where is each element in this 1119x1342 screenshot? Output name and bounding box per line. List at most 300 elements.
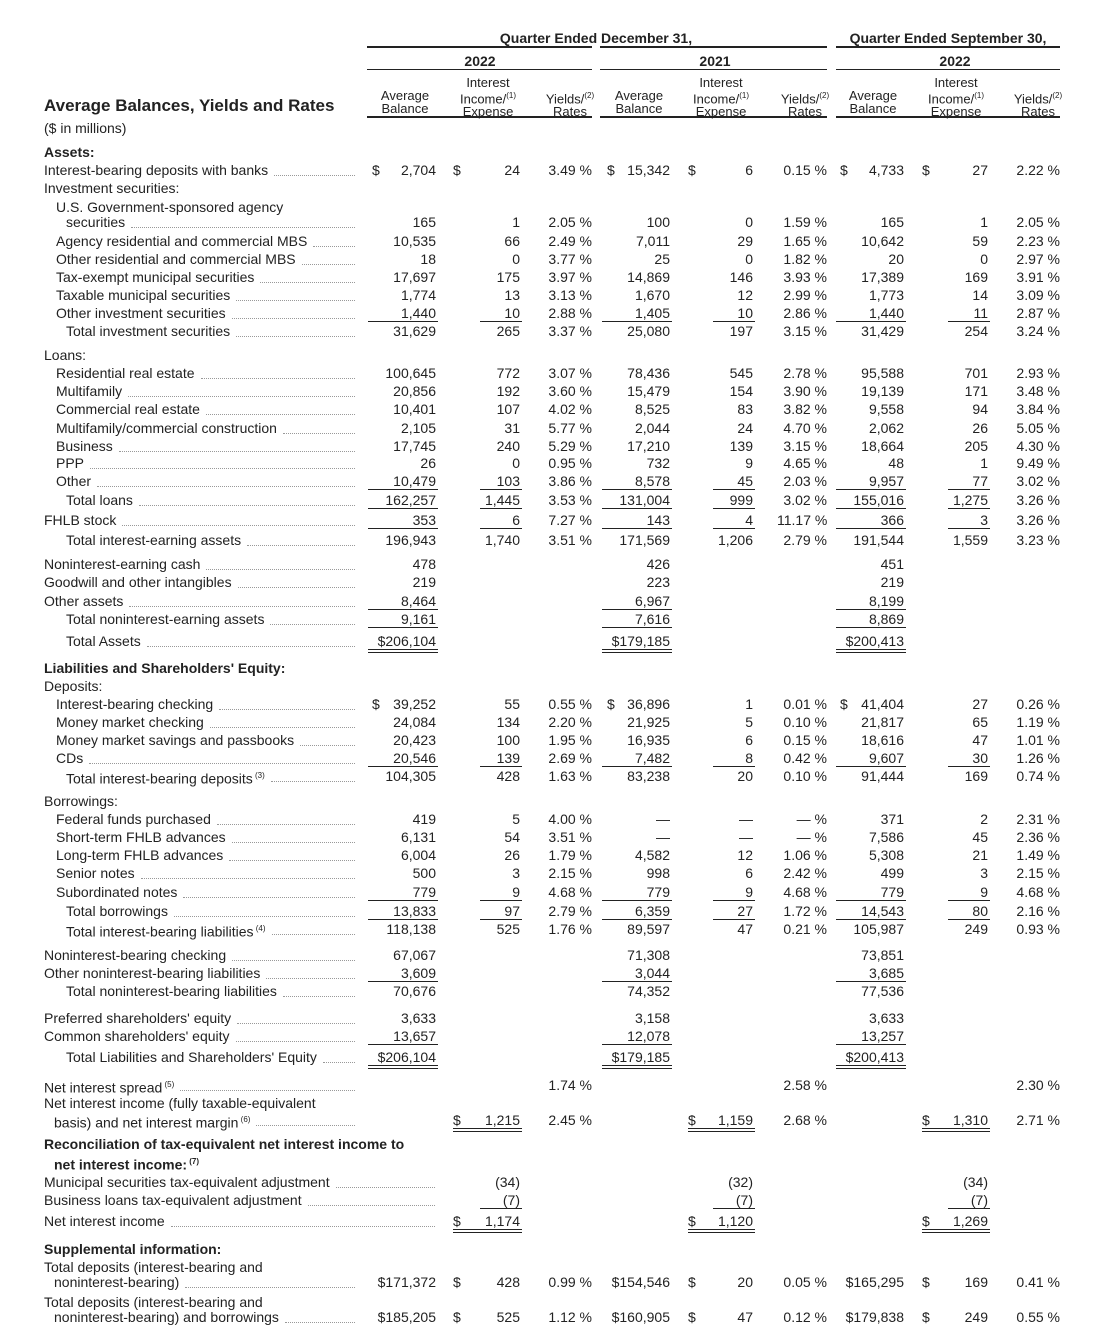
period-rule bbox=[600, 46, 827, 48]
dollar-sign: $ bbox=[840, 162, 848, 178]
cell-value: 265 bbox=[496, 323, 520, 339]
cell-value: 10 bbox=[504, 305, 520, 321]
cell-value: 7,586 bbox=[868, 829, 904, 845]
cell-value: $171,372 bbox=[377, 1274, 436, 1290]
cell-value: 9 bbox=[745, 884, 753, 900]
cell-value: 0.74 % bbox=[1016, 768, 1060, 784]
underline bbox=[368, 528, 438, 529]
cell-value: 0.95 % bbox=[548, 455, 592, 471]
cell-value: 3,633 bbox=[400, 1010, 436, 1026]
cell-value: 2,105 bbox=[400, 420, 436, 436]
cell-value: 0 bbox=[512, 455, 520, 471]
column-header-yield bbox=[779, 89, 831, 118]
underline bbox=[368, 627, 438, 628]
cell-value: 11 bbox=[973, 305, 988, 321]
cell-value: 89,597 bbox=[627, 921, 670, 937]
row-label: U.S. Government-sponsored agency bbox=[56, 199, 284, 215]
underline bbox=[480, 766, 522, 767]
cell-value: 30 bbox=[972, 750, 988, 766]
cell-value: 143 bbox=[646, 512, 670, 528]
cell-value: 154 bbox=[729, 383, 753, 399]
cell-value: 1,773 bbox=[868, 287, 904, 303]
cell-value: 100 bbox=[496, 732, 520, 748]
underline bbox=[368, 508, 438, 509]
cell-value: 95,588 bbox=[861, 365, 904, 381]
dot-leader bbox=[119, 451, 355, 452]
cell-value: 91,444 bbox=[861, 768, 904, 784]
dot-leader bbox=[217, 824, 355, 825]
cell-value: 12,078 bbox=[627, 1028, 670, 1044]
dollar-sign: $ bbox=[453, 1274, 461, 1290]
cell-value: 67,067 bbox=[393, 947, 436, 963]
row-label: securities bbox=[66, 214, 126, 230]
header-word: Yields/$^{(2)}$ bbox=[545, 91, 595, 107]
cell-value: 2,044 bbox=[634, 420, 670, 436]
row-label: noninterest-bearing) and borrowings bbox=[54, 1309, 279, 1325]
header-word: Expense bbox=[930, 104, 982, 120]
cell-value: 13,657 bbox=[393, 1028, 436, 1044]
cell-value: 20 bbox=[737, 768, 753, 784]
row-label: Business loans tax-equivalent adjustment bbox=[44, 1192, 302, 1208]
double-underline bbox=[688, 1229, 755, 1230]
dot-leader bbox=[238, 587, 355, 588]
cell-value: 175 bbox=[496, 269, 520, 285]
cell-value: 3.60 % bbox=[548, 383, 592, 399]
cell-value: 47 bbox=[972, 732, 988, 748]
cell-value: 6 bbox=[745, 162, 753, 178]
dollar-sign: $ bbox=[453, 1309, 461, 1325]
underline bbox=[368, 919, 438, 920]
underline bbox=[948, 321, 990, 322]
cell-value: 24 bbox=[737, 420, 753, 436]
cell-value: 19,139 bbox=[861, 383, 904, 399]
cell-value: 1.63 % bbox=[548, 768, 592, 784]
cell-value: 1.95 % bbox=[548, 732, 592, 748]
header-word: Average bbox=[380, 88, 430, 103]
dot-leader bbox=[236, 1041, 355, 1042]
cell-value: 14,869 bbox=[627, 269, 670, 285]
dot-leader bbox=[129, 606, 355, 607]
cell-value: 3,609 bbox=[400, 965, 436, 981]
cell-value: 1,774 bbox=[400, 287, 436, 303]
cell-value: 0.93 % bbox=[1016, 921, 1060, 937]
column-header-average-balance bbox=[604, 89, 674, 115]
cell-value: 2.79 % bbox=[783, 532, 827, 548]
cell-value: 428 bbox=[496, 1274, 520, 1290]
cell-value: 4 bbox=[745, 512, 753, 528]
header-word: (1) bbox=[739, 91, 750, 100]
header-word: Expense bbox=[462, 104, 514, 120]
cell-value: 6,967 bbox=[634, 593, 670, 609]
cell-value: 1.59 % bbox=[783, 214, 827, 230]
period-rule bbox=[367, 46, 592, 48]
cell-value: 3.84 % bbox=[1016, 401, 1060, 417]
column-header-yield bbox=[1012, 89, 1064, 118]
cell-value: 118,138 bbox=[386, 921, 436, 937]
cell-value: 0.55 % bbox=[548, 696, 592, 712]
double-underline bbox=[688, 1131, 755, 1132]
cell-value: 4.70 % bbox=[783, 420, 827, 436]
header-word: Expense bbox=[695, 104, 747, 120]
cell-value: 3.37 % bbox=[548, 323, 592, 339]
cell-value: 9 bbox=[512, 884, 520, 900]
cell-value: 20,856 bbox=[393, 383, 436, 399]
cell-value: 1,159 bbox=[717, 1112, 753, 1128]
cell-value: 7,482 bbox=[634, 750, 670, 766]
cell-value: 4.68 % bbox=[1016, 884, 1060, 900]
cell-value: 1 bbox=[980, 214, 988, 230]
dot-leader bbox=[260, 282, 355, 283]
cell-value: 55 bbox=[504, 696, 520, 712]
dot-leader bbox=[131, 227, 355, 228]
cell-value: 1,174 bbox=[484, 1213, 520, 1229]
header-word: Rates bbox=[788, 104, 822, 120]
cell-value: 169 bbox=[964, 1274, 988, 1290]
cell-value: 3.02 % bbox=[1016, 473, 1060, 489]
cell-value: $160,905 bbox=[611, 1309, 670, 1325]
cell-value: 134 bbox=[496, 714, 520, 730]
cell-value: $165,295 bbox=[845, 1274, 904, 1290]
cell-value: 14 bbox=[972, 287, 988, 303]
row-label: Business bbox=[56, 438, 113, 454]
cell-value: 0 bbox=[980, 251, 988, 267]
cell-value: 13,833 bbox=[393, 903, 436, 919]
cell-value: 0.01 % bbox=[783, 696, 827, 712]
cell-value: 998 bbox=[646, 865, 670, 881]
cell-value: 3.51 % bbox=[548, 532, 592, 548]
row-label: Total loans bbox=[66, 492, 133, 508]
header-word: Yields/$^{(2)}$ bbox=[1013, 91, 1063, 107]
double-underline bbox=[688, 1128, 755, 1129]
cell-value: 107 bbox=[496, 401, 520, 417]
cell-value: 80 bbox=[972, 903, 988, 919]
row-label: Investment securities: bbox=[44, 180, 180, 196]
underline bbox=[836, 489, 906, 490]
underline bbox=[948, 528, 990, 529]
cell-value: 223 bbox=[646, 574, 670, 590]
dot-leader bbox=[274, 175, 355, 176]
cell-value: 31,629 bbox=[393, 323, 436, 339]
cell-value: 0.15 % bbox=[783, 162, 827, 178]
cell-value: 4.30 % bbox=[1016, 438, 1060, 454]
underline bbox=[713, 919, 755, 920]
cell-value: 4.65 % bbox=[783, 455, 827, 471]
cell-value: 2.45 % bbox=[548, 1112, 592, 1128]
cell-value: $179,838 bbox=[845, 1309, 904, 1325]
cell-value: 18,664 bbox=[861, 438, 904, 454]
cell-value: 7.27 % bbox=[548, 512, 592, 528]
cell-value: 3.23 % bbox=[1016, 532, 1060, 548]
dot-leader bbox=[336, 1187, 435, 1188]
cell-value: 6,359 bbox=[634, 903, 670, 919]
dot-leader bbox=[256, 1125, 355, 1126]
row-label: Loans: bbox=[44, 347, 87, 363]
cell-value: 4.00 % bbox=[548, 811, 592, 827]
double-underline bbox=[922, 1229, 990, 1230]
cell-value: 3.15 % bbox=[783, 323, 827, 339]
row-label: Assets: bbox=[44, 144, 95, 160]
cell-value: 5 bbox=[745, 714, 753, 730]
cell-value: 12 bbox=[737, 847, 753, 863]
dot-leader bbox=[266, 978, 355, 979]
row-label: Total investment securities bbox=[66, 323, 231, 339]
dot-leader bbox=[147, 646, 355, 647]
cell-value: 499 bbox=[880, 865, 904, 881]
dollar-sign: $ bbox=[688, 1309, 696, 1325]
dot-leader bbox=[206, 569, 355, 570]
cell-value: 1,440 bbox=[400, 305, 436, 321]
cell-value: 8,578 bbox=[634, 473, 670, 489]
underline bbox=[602, 1044, 672, 1045]
dollar-sign: $ bbox=[688, 1274, 696, 1290]
underline bbox=[368, 766, 438, 767]
cell-value: 20 bbox=[888, 251, 904, 267]
cell-value: 779 bbox=[880, 884, 904, 900]
cell-value: 70,676 bbox=[393, 983, 436, 999]
row-label: Total deposits (interest-bearing and bbox=[44, 1259, 263, 1275]
underline bbox=[836, 766, 906, 767]
cell-value: 0 bbox=[745, 214, 753, 230]
cell-value: 139 bbox=[496, 750, 520, 766]
cell-value: 10 bbox=[737, 305, 753, 321]
cell-value: 20,546 bbox=[393, 750, 436, 766]
cell-value: 205 bbox=[964, 438, 988, 454]
cell-value: 419 bbox=[412, 811, 436, 827]
year-rule bbox=[367, 69, 592, 70]
cell-value: — % bbox=[796, 829, 827, 845]
cell-value: 3.24 % bbox=[1016, 323, 1060, 339]
dot-leader bbox=[247, 545, 355, 546]
cell-value: 779 bbox=[412, 884, 436, 900]
underline bbox=[480, 919, 522, 920]
header-word: Interest bbox=[466, 75, 510, 90]
cell-value: 16,935 bbox=[627, 732, 670, 748]
cell-value: 3.13 % bbox=[548, 287, 592, 303]
underline bbox=[602, 489, 672, 490]
cell-value: 10,535 bbox=[393, 233, 436, 249]
header-word: (2) bbox=[819, 91, 830, 100]
underline bbox=[480, 508, 522, 509]
cell-value: 45 bbox=[972, 829, 988, 845]
row-label: Borrowings: bbox=[44, 793, 118, 809]
cell-value: 83 bbox=[737, 401, 753, 417]
dollar-sign: $ bbox=[372, 162, 380, 178]
cell-value: 2.15 % bbox=[548, 865, 592, 881]
underline bbox=[480, 321, 522, 322]
underline bbox=[948, 489, 990, 490]
cell-value: 100,645 bbox=[385, 365, 436, 381]
dot-leader bbox=[236, 300, 355, 301]
underline bbox=[602, 321, 672, 322]
dot-leader bbox=[219, 709, 355, 710]
cell-value: 772 bbox=[496, 365, 520, 381]
header-word: (2) bbox=[1052, 91, 1063, 100]
cell-value: 2.49 % bbox=[548, 233, 592, 249]
dot-leader bbox=[323, 1062, 355, 1063]
dot-leader bbox=[210, 727, 355, 728]
footnote-ref: (5) bbox=[162, 1080, 175, 1089]
cell-value: 131,004 bbox=[619, 492, 670, 508]
cell-value: 165 bbox=[880, 214, 904, 230]
cell-value: 2.79 % bbox=[548, 903, 592, 919]
row-label: PPP bbox=[56, 455, 85, 471]
row-label: Interest-bearing deposits with banks bbox=[44, 162, 269, 178]
underline bbox=[480, 900, 522, 901]
year-rule bbox=[600, 69, 827, 70]
year-2022-header: 2022 bbox=[464, 53, 496, 69]
cell-value: 1,269 bbox=[952, 1213, 988, 1229]
cell-value: 0.99 % bbox=[548, 1274, 592, 1290]
cell-value: 2.05 % bbox=[548, 214, 592, 230]
cell-value: 2.97 % bbox=[1016, 251, 1060, 267]
cell-value: 10,401 bbox=[393, 401, 436, 417]
column-header-interest bbox=[448, 76, 528, 118]
cell-value: 146 bbox=[729, 269, 753, 285]
row-label: Multifamily/commercial construction bbox=[56, 420, 277, 436]
units-note: ($ in millions) bbox=[44, 120, 127, 136]
cell-value: $185,205 bbox=[377, 1309, 436, 1325]
cell-value: 353 bbox=[412, 512, 436, 528]
row-label: CDs bbox=[56, 750, 84, 766]
cell-value: 3.77 % bbox=[548, 251, 592, 267]
cell-value: 66 bbox=[504, 233, 520, 249]
cell-value: 48 bbox=[888, 455, 904, 471]
cell-value: 1,206 bbox=[717, 532, 753, 548]
cell-value: 1.72 % bbox=[783, 903, 827, 919]
row-label: Other investment securities bbox=[56, 305, 226, 321]
cell-value: 20 bbox=[737, 1274, 753, 1290]
cell-value: 171,569 bbox=[619, 532, 670, 548]
row-label: Total deposits (interest-bearing and bbox=[44, 1294, 263, 1310]
cell-value: 10,642 bbox=[861, 233, 904, 249]
cell-value: 8,525 bbox=[634, 401, 670, 417]
cell-value: 478 bbox=[412, 556, 436, 572]
footnote-ref: (4) bbox=[253, 924, 266, 933]
cell-value: (7) bbox=[735, 1192, 753, 1208]
dollar-sign: $ bbox=[922, 1213, 930, 1229]
cell-value: 732 bbox=[646, 455, 670, 471]
cell-value: 371 bbox=[880, 811, 904, 827]
cell-value: $206,104 bbox=[377, 1049, 436, 1065]
cell-value: 6 bbox=[745, 865, 753, 881]
year-2021-header: 2021 bbox=[699, 53, 731, 69]
cell-value: 249 bbox=[964, 1309, 988, 1325]
cell-value: 54 bbox=[504, 829, 520, 845]
double-underline bbox=[368, 1065, 438, 1066]
dot-leader bbox=[285, 1322, 355, 1323]
cell-value: 2.78 % bbox=[783, 365, 827, 381]
cell-value: 14,543 bbox=[861, 903, 904, 919]
year-2022-sept-header: 2022 bbox=[939, 53, 971, 69]
header-word: Balance bbox=[615, 101, 663, 116]
cell-value: 78,436 bbox=[627, 365, 670, 381]
cell-value: 165 bbox=[412, 214, 436, 230]
cell-value: 15,342 bbox=[627, 162, 670, 178]
cell-value: 4.68 % bbox=[548, 884, 592, 900]
underline bbox=[368, 609, 438, 610]
cell-value: 45 bbox=[737, 473, 753, 489]
row-label: Municipal securities tax-equivalent adjustment bbox=[44, 1174, 330, 1190]
cell-value: 3.26 % bbox=[1016, 492, 1060, 508]
cell-value: 1 bbox=[980, 455, 988, 471]
cell-value: 1.65 % bbox=[783, 233, 827, 249]
cell-value: 27 bbox=[972, 162, 988, 178]
cell-value: 2.15 % bbox=[1016, 865, 1060, 881]
cell-value: 2,062 bbox=[868, 420, 904, 436]
underline bbox=[836, 627, 906, 628]
cell-value: 2.71 % bbox=[1016, 1112, 1060, 1128]
dot-leader bbox=[141, 878, 355, 879]
cell-value: $179,185 bbox=[611, 633, 670, 649]
cell-value: 97 bbox=[504, 903, 520, 919]
cell-value: 6,131 bbox=[400, 829, 436, 845]
underline bbox=[602, 627, 672, 628]
cell-value: 1.82 % bbox=[783, 251, 827, 267]
underline bbox=[602, 900, 672, 901]
period-header-december: Quarter Ended December 31, bbox=[499, 30, 693, 46]
double-underline bbox=[453, 1128, 522, 1129]
underline bbox=[602, 609, 672, 610]
dot-leader bbox=[237, 1023, 355, 1024]
dollar-sign: $ bbox=[922, 1112, 930, 1128]
row-label: Noninterest-bearing checking bbox=[44, 947, 227, 963]
cell-value: 11.17 % bbox=[777, 512, 828, 528]
cell-value: 2.23 % bbox=[1016, 233, 1060, 249]
cell-value: 17,389 bbox=[861, 269, 904, 285]
dot-leader bbox=[236, 336, 355, 337]
cell-value: 171 bbox=[964, 383, 988, 399]
cell-value: 5.29 % bbox=[548, 438, 592, 454]
cell-value: 2,704 bbox=[400, 162, 436, 178]
row-label: Common shareholders' equity bbox=[44, 1028, 230, 1044]
cell-value: 1,440 bbox=[868, 305, 904, 321]
cell-value: 1,559 bbox=[952, 532, 988, 548]
double-underline bbox=[922, 1232, 990, 1233]
dot-leader bbox=[180, 1090, 355, 1091]
cell-value: 0.05 % bbox=[783, 1274, 827, 1290]
dot-leader bbox=[201, 378, 355, 379]
cell-value: 3.53 % bbox=[548, 492, 592, 508]
cell-value: 5.05 % bbox=[1016, 420, 1060, 436]
double-underline bbox=[688, 1232, 755, 1233]
dollar-sign: $ bbox=[453, 1213, 461, 1229]
cell-value: 5 bbox=[512, 811, 520, 827]
row-label: Senior notes bbox=[56, 865, 135, 881]
header-word: Average bbox=[848, 88, 898, 103]
cell-value: 103 bbox=[496, 473, 520, 489]
cell-value: 451 bbox=[880, 556, 904, 572]
cell-value: 31,429 bbox=[861, 323, 904, 339]
cell-value: 0.12 % bbox=[783, 1309, 827, 1325]
cell-value: 9,558 bbox=[868, 401, 904, 417]
cell-value: 0.10 % bbox=[783, 768, 827, 784]
header-word: Average bbox=[614, 88, 664, 103]
cell-value: 2.05 % bbox=[1016, 214, 1060, 230]
cell-value: 1 bbox=[512, 214, 520, 230]
cell-value: 3 bbox=[512, 865, 520, 881]
cell-value: 1,740 bbox=[484, 532, 520, 548]
underline bbox=[368, 489, 438, 490]
dot-leader bbox=[97, 486, 355, 487]
cell-value: 701 bbox=[964, 365, 988, 381]
cell-value: 29 bbox=[737, 233, 753, 249]
dot-leader bbox=[89, 763, 355, 764]
cell-value: 426 bbox=[646, 556, 670, 572]
column-header-interest bbox=[916, 76, 996, 118]
cell-value: 169 bbox=[964, 768, 988, 784]
cell-value: 71,308 bbox=[627, 947, 670, 963]
cell-value: (34) bbox=[963, 1174, 988, 1190]
